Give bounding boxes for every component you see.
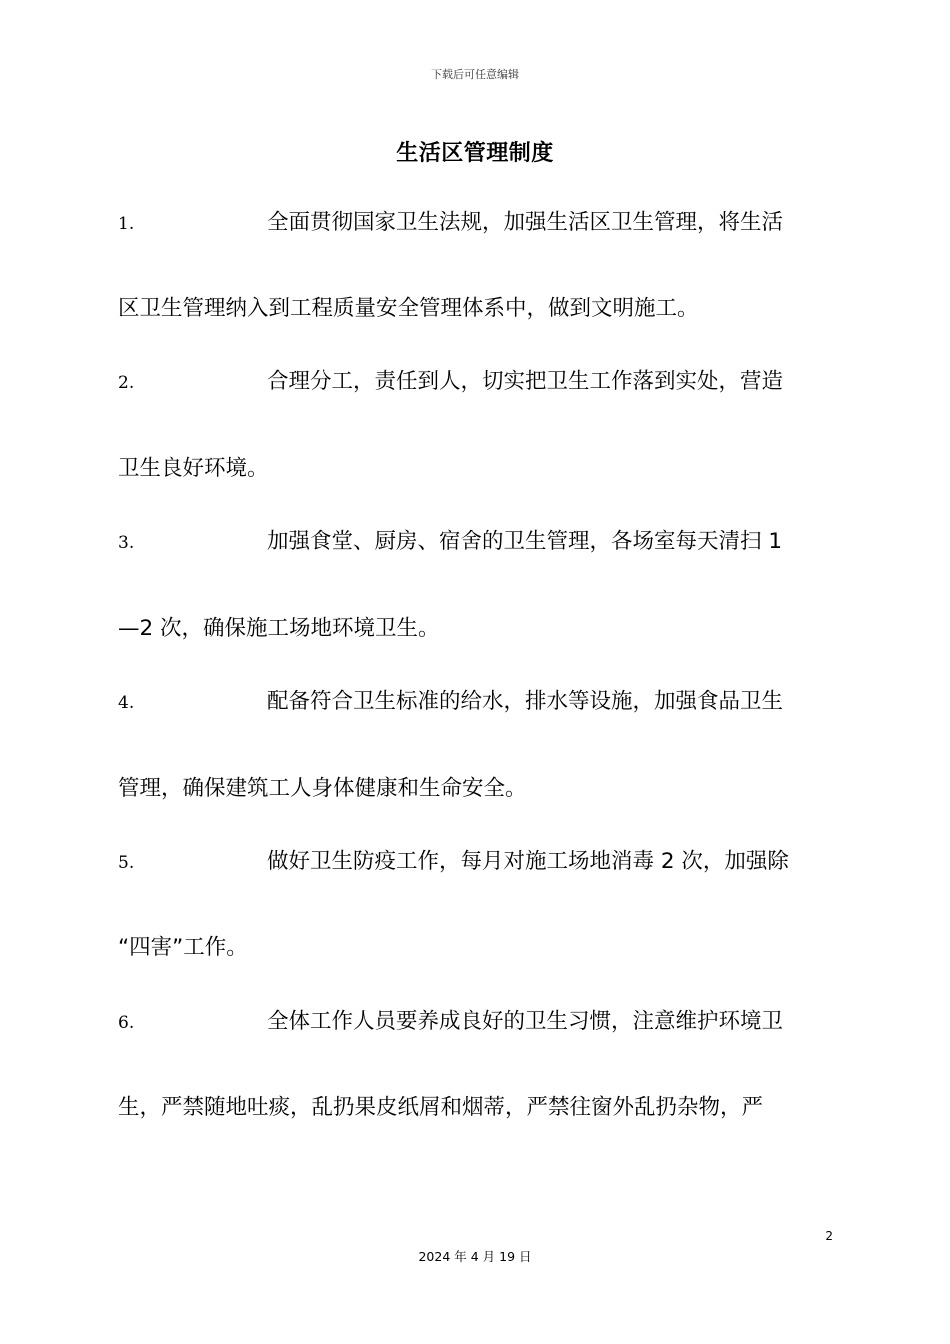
item-text-line: 全体工作人员要养成良好的卫生习惯，注意维护环境卫 (267, 1009, 784, 1034)
item-text-line: 卫生良好环境。 (118, 456, 269, 481)
item-number: 4. (118, 693, 135, 713)
item-text-line: 做好卫生防疫工作，每月对施工场地消毒 2 次，加强除 (267, 849, 789, 874)
item-number: 5. (118, 853, 135, 873)
item-number: 1. (118, 214, 135, 234)
footer-date: 2024 年 4 月 19 日 (418, 1249, 532, 1264)
item-text-line: 配备符合卫生标准的给水，排水等设施，加强食品卫生 (267, 689, 784, 714)
header-note: 下载后可任意编辑 (431, 68, 519, 81)
item-number: 6. (118, 1013, 135, 1033)
item-number: 3. (118, 533, 135, 553)
item-text-line: 全面贯彻国家卫生法规，加强生活区卫生管理，将生活 (267, 210, 784, 235)
item-text-line: 管理，确保建筑工人身体健康和生命安全。 (118, 776, 527, 801)
item-text-line: —2 次，确保施工场地环境卫生。 (118, 616, 440, 641)
item-text-line: 区卫生管理纳入到工程质量安全管理体系中，做到文明施工。 (118, 296, 699, 321)
item-text-line: 生，严禁随地吐痰，乱扔果皮纸屑和烟蒂，严禁往窗外乱扔杂物，严 (118, 1095, 764, 1120)
document-title: 生活区管理制度 (396, 141, 554, 166)
item-number: 2. (118, 373, 135, 393)
item-text-line: “四害”工作。 (118, 935, 248, 960)
page-number: 2 (825, 1229, 833, 1243)
item-text-line: 合理分工，责任到人，切实把卫生工作落到实处，营造 (267, 369, 784, 394)
item-text-line: 加强食堂、厨房、宿舍的卫生管理，各场室每天清扫 1 (267, 529, 783, 554)
